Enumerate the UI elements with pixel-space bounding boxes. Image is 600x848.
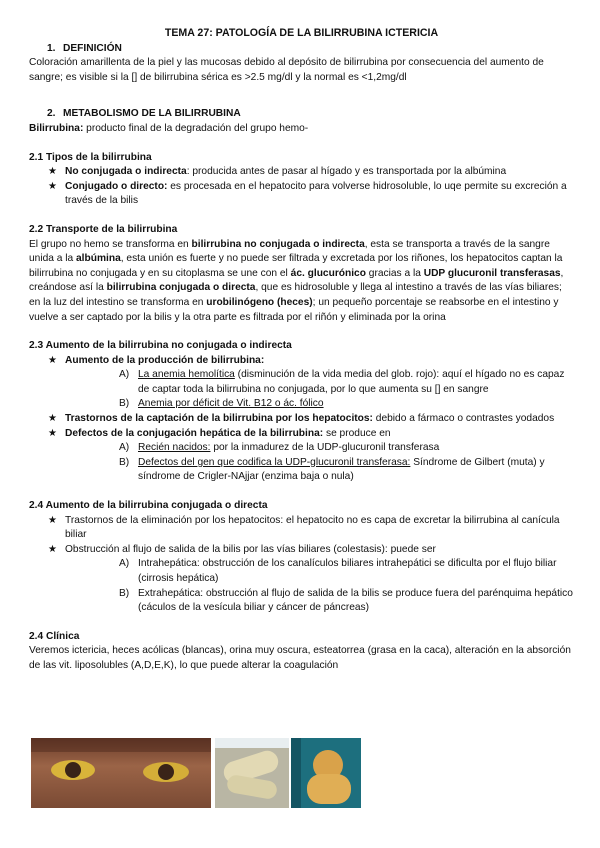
list-item: ★ Defectos de la conjugación hepática de la bilirrubina: se produce en A) Recién nacidos: por la inmadurez de la UDP-glucuronil transferasa B) Defectos del gen que codifica la UDP-glucuronil transferasa: Síndrome de Gilbert (muta) y síndrome de Crigler-NAjjar (enzima baja o nula) [29,427,574,485]
clinical-photos [31,738,576,808]
clinical-text: Veremos ictericia, heces acólicas (blancas), orina muy oscura, esteatorrea (grasa en la caca), alteración en la absorción de las vit. liposolubles (A,D,E,K), lo que puede alterar la coagulación [29,645,571,671]
sublist-item: B) Anemia por déficit de Vit. B12 o ác. fólico [119,398,324,410]
sublist-item: B) Defectos del gen que codifica la UDP-glucuronil transferasa: Síndrome de Gilbert (muta) y síndrome de Crigler-NAjjar (enzima baja o nula) [119,456,545,483]
jaundiced-infant-photo [291,738,361,808]
bilirubin-types-list [29,165,574,209]
section-2-1-heading: 2.1 Tipos de la bilirrubina [29,151,152,163]
list-item: ★ Aumento de la producción de bilirrubina: A) La anemia hemolítica (disminución de la vida media del glob. rojo): aquí el hígado no es capaz de captar toda la bilirrubina no conjugada, por lo que aumenta su [] en sangre B) Anemia por déficit de Vit. B12 o ác. fólico [29,354,574,412]
list-item: ★ Conjugado o directo: es procesada en el hepatocito para volverse hidrosoluble, lo uqe permite su excreción a través de la bilis [29,180,574,209]
sublist-item: A) La anemia hemolítica (disminución de la vida media del glob. rojo): aquí el hígado no es capaz de captar toda la bilirrubina no conjugada, por lo que aumenta su [] en sangre [119,369,565,395]
list-item: ★ Trastornos de la captación de la bilirrubina por los hepatocitos: debido a fármaco o contrastes yodados [29,412,574,427]
jaundiced-eye-photo [31,738,211,808]
section-2-4-heading: 2.4 Aumento de la bilirrubina conjugada o directa [29,500,268,512]
list-item: ★ No conjugada o indirecta: producida antes de pasar al hígado y es transportada por la albúmina [29,165,574,180]
acholic-stool-photo [215,738,289,808]
unconjugated-causes-list [29,354,574,485]
sublist [65,368,574,412]
section-1-heading: 1. DEFINICIÓN [47,42,122,54]
definition-text: Coloración amarillenta de la piel y las mucosas debido al depósito de bilirrubina por consecuencia del aumento de sangre; es visible si la [] de bilirrubina sérica es >2.5 mg/dl y la normal es <1,2mg/dl [29,57,544,83]
section-2-heading: 2. METABOLISMO DE LA BILIRRUBINA [47,108,241,120]
document-title: TEMA 27: PATOLOGÍA DE LA BILIRRUBINA ICTERICIA [164,27,439,39]
document-page [29,26,574,674]
sublist [65,441,574,485]
sublist-item: A) Recién nacidos: por la inmadurez de la UDP-glucuronil transferasa [119,442,440,454]
sublist-item: A) Intrahepática: obstrucción de los canalículos biliares intrahepátici se dificulta por el flujo biliar (cirrosis hepática) [119,558,557,584]
clinical-heading: 2.4 Clínica [29,630,80,642]
section-2-3-heading: 2.3 Aumento de la bilirrubina no conjugada o indirecta [29,340,292,352]
list-item: ★ Obstrucción al flujo de salida de la bilis por las vías biliares (colestasis): puede ser A) Intrahepática: obstrucción de los canalículos biliares intrahepátici se dificulta por el flujo biliar (cirrosis hepática) B) Extrahepática: obstrucción al flujo de salida de la bilis se produce fuera del parénquima hepático (cáculos de la vesícula biliar y cáncer de páncreas) [29,543,574,616]
conjugated-causes-list [29,514,574,616]
transport-paragraph: El grupo no hemo se transforma en bilirrubina no conjugada o indirecta, esta se transporta a través de la sangre unida a la albúmina, esta unión es fuerte y no puede ser filtrada y excretada por los riñones, los hepatocitos captan la bilirrubina no conjugada y en su citoplasma se une con el ác. glucurónico gracias a la UDP glucuronil transferasas, creándose así la bilirrubina conjugada o directa, que es hidrosoluble y llega al intestino a través de las vías biliares; en la luz del intestino se transforma en urobilinógeno (heces); un pequeño porcentaje se reabsorbe en el intestino y vuelve a ser captado por la bilis y la otra parte es filtrada por el riñón y eliminada por la orina [29,238,564,323]
sublist-item: B) Extrahepática: obstrucción al flujo de salida de la bilis se produce fuera del parénquima hepático (cáculos de la vesícula biliar y cáncer de páncreas) [119,587,573,614]
list-item: ★ Trastornos de la eliminación por los hepatocitos: el hepatocito no es capa de excretar la bilirrubina al canícula biliar [29,514,574,543]
bilirubin-definition: Bilirrubina: producto final de la degradación del grupo hemo- [29,122,309,134]
sublist [65,557,574,615]
section-2-2-heading: 2.2 Transporte de la bilirrubina [29,223,178,235]
